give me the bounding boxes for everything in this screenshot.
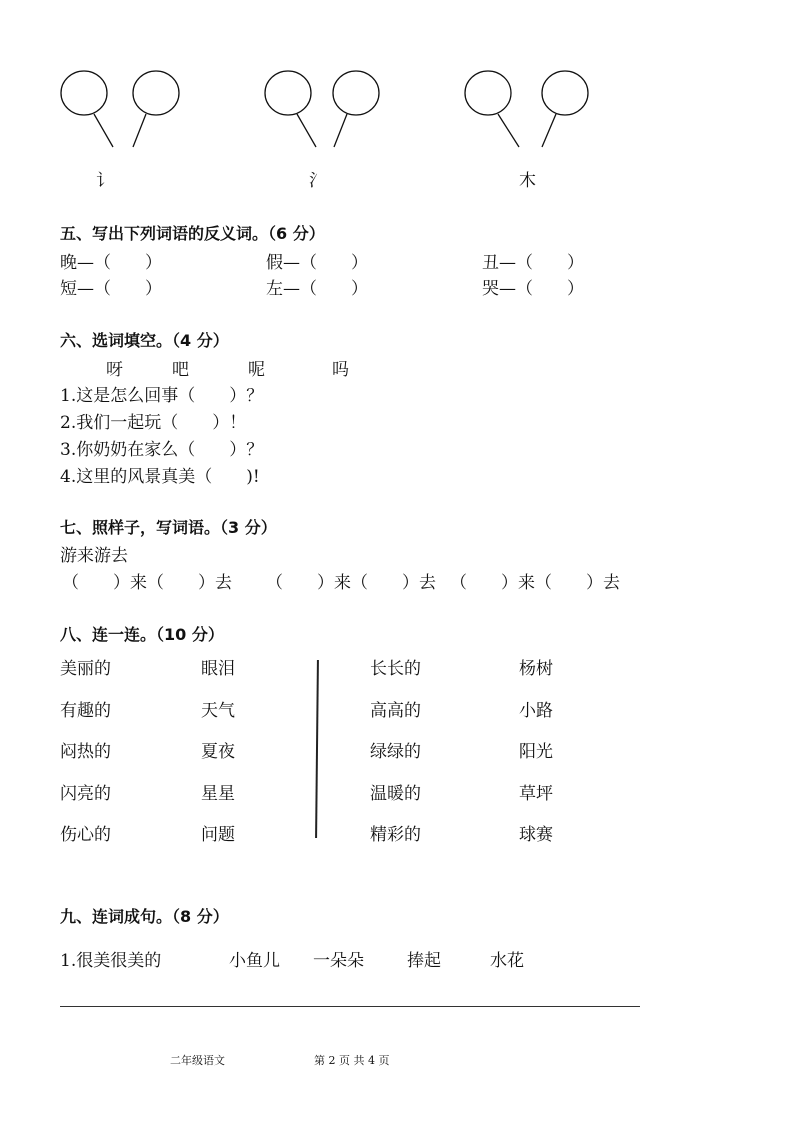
match-adjective[interactable]: 高高的 [370, 701, 421, 721]
sentence-word: 捧起 [407, 951, 441, 971]
column-divider [315, 660, 319, 838]
section8-title: 八、连一连。（10 分） [60, 625, 224, 644]
match-noun[interactable]: 阳光 [519, 742, 553, 762]
section9-title: 九、连词成句。（8 分） [60, 907, 229, 926]
antonym-item[interactable]: 丑—（ ） [482, 253, 584, 273]
sentence-word: 一朵朵 [313, 951, 364, 971]
match-adjective[interactable]: 美丽的 [60, 659, 111, 679]
match-noun[interactable]: 草坪 [519, 784, 553, 804]
match-noun[interactable]: 眼泪 [201, 659, 235, 679]
match-adjective[interactable]: 有趣的 [60, 701, 111, 721]
footer-page-number: 第 2 页 共 4 页 [314, 1054, 390, 1067]
radical-tree-2 [265, 71, 379, 147]
section7-title: 七、照样子，写词语。（3 分） [60, 518, 277, 537]
word-option: 呀 [106, 360, 123, 380]
answer-line[interactable] [60, 1006, 640, 1007]
match-noun[interactable]: 夏夜 [201, 742, 235, 762]
example-word: 游来游去 [60, 546, 128, 566]
match-noun[interactable]: 球赛 [519, 825, 553, 845]
match-adjective[interactable]: 伤心的 [60, 825, 111, 845]
word-option: 吧 [172, 360, 189, 380]
radical-tree-1 [61, 71, 179, 147]
sentence-word: 小鱼儿 [229, 951, 280, 971]
fill-question[interactable]: 1.这是怎么回事（ ）？ [60, 386, 264, 406]
antonym-item[interactable]: 左—（ ） [266, 279, 368, 299]
word-option: 吗 [332, 360, 349, 380]
match-adjective[interactable]: 闷热的 [60, 742, 111, 762]
antonym-item[interactable]: 哭—（ ） [482, 279, 584, 299]
radical-1: 讠 [96, 171, 113, 191]
fill-question[interactable]: 4.这里的风景真美（ )! [60, 467, 260, 487]
match-noun[interactable]: 小路 [519, 701, 553, 721]
sentence-word: 水花 [490, 951, 524, 971]
radical-3: 木 [519, 171, 536, 191]
match-noun[interactable]: 星星 [201, 784, 235, 804]
match-noun[interactable]: 问题 [201, 825, 235, 845]
match-adjective[interactable]: 绿绿的 [370, 742, 421, 762]
radical-trees [0, 0, 794, 200]
match-adjective[interactable]: 精彩的 [370, 825, 421, 845]
section6-title: 六、选词填空。（4 分） [60, 331, 229, 350]
match-adjective[interactable]: 闪亮的 [60, 784, 111, 804]
fill-question[interactable]: 3.你奶奶在家么（ ）？ [60, 440, 264, 460]
match-adjective[interactable]: 温暖的 [370, 784, 421, 804]
pattern-blank[interactable]: （ ）来（ ）去 [62, 573, 232, 593]
word-option: 呢 [248, 360, 265, 380]
section5-title: 五、写出下列词语的反义词。（6 分） [60, 224, 325, 243]
match-noun[interactable]: 天气 [201, 701, 235, 721]
sentence-prefix: 1.很美很美的 [60, 951, 162, 971]
antonym-item[interactable]: 短—（ ） [60, 279, 162, 299]
fill-question[interactable]: 2.我们一起玩（ ）！ [60, 413, 247, 433]
pattern-blank[interactable]: （ ）来（ ）去 [450, 573, 620, 593]
antonym-item[interactable]: 晚—（ ） [60, 253, 162, 273]
antonym-item[interactable]: 假—（ ） [266, 253, 368, 273]
match-noun[interactable]: 杨树 [519, 659, 553, 679]
pattern-blank[interactable]: （ ）来（ ）去 [266, 573, 436, 593]
match-adjective[interactable]: 长长的 [370, 659, 421, 679]
radical-tree-3 [465, 71, 588, 147]
radical-2: 氵 [309, 171, 326, 191]
footer-subject: 二年级语文 [170, 1054, 225, 1067]
